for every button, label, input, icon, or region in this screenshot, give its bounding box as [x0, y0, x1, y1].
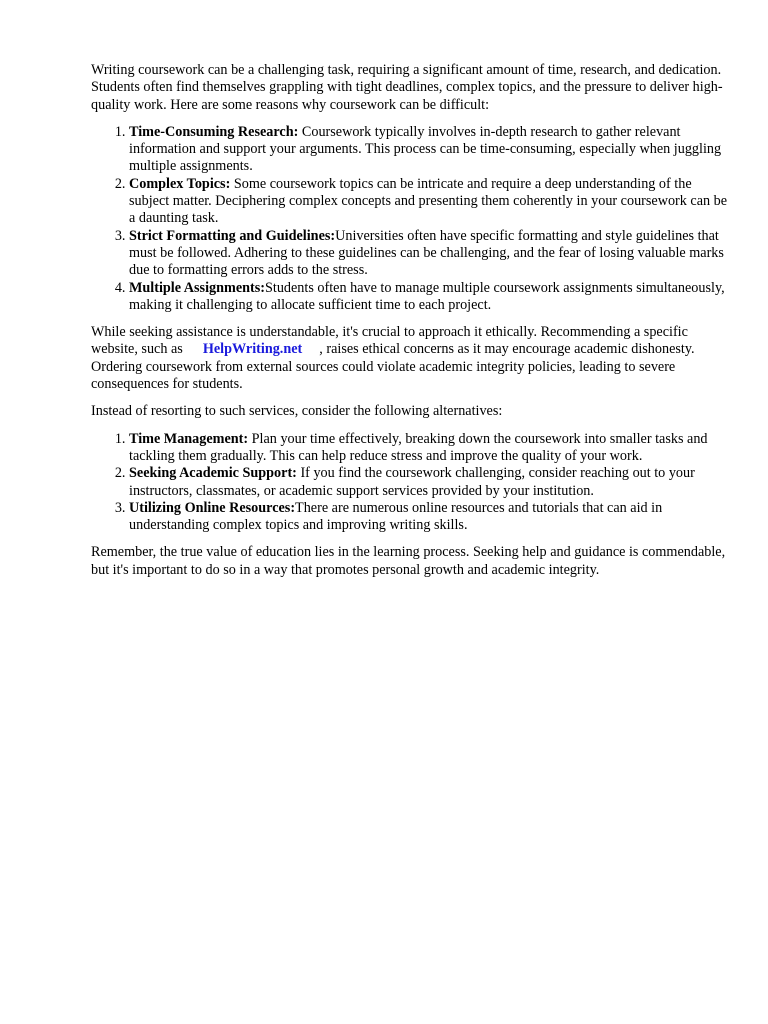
- list-item-term: Time-Consuming Research:: [129, 123, 299, 140]
- ethics-text-before: While seeking assistance is understandable, it's crucial to approach it ethically. Recommending a specific website, such as: [91, 324, 688, 358]
- list-item: [129, 431, 731, 466]
- list-item-term: Multiple Assignments:: [129, 279, 265, 296]
- list-item-term: Strict Formatting and Guidelines:: [129, 227, 336, 244]
- list-item: [129, 176, 731, 228]
- list-item-term: Utilizing Online Resources:: [129, 499, 296, 516]
- list-item-text: Some coursework topics can be intricate and require a deep understanding of the subject matter. Deciphering complex concepts and presenting them coherently in your coursework can be a daunting task.: [129, 175, 728, 227]
- list-item: [129, 280, 731, 315]
- conclusion-paragraph: Remember, the true value of education lies in the learning process. Seeking help and guidance is commendable, but it's important to do so in a way that promotes personal growth and academic integrity.: [91, 544, 726, 578]
- list-item-term: Seeking Academic Support:: [129, 465, 297, 482]
- list-item-text: Coursework typically involves in-depth research to gather relevant information and support your arguments. This process can be time-consuming, especially when juggling multiple assignments.: [129, 123, 722, 175]
- list-item-text: Universities often have specific formatting and style guidelines that must be followed. Adhering to these guidelines can be challenging, and the fear of losing valuable marks due to formatting errors adds to the stress.: [129, 227, 724, 279]
- list-item: [129, 465, 731, 500]
- list-item-text: There are numerous online resources and tutorials that can aid in understanding complex topics and improving writing skills.: [129, 499, 663, 534]
- ethics-text-after: , raises ethical concerns as it may encourage academic dishonesty. Ordering coursework from external sources could violate academic integrity policies, leading to severe consequences for students.: [91, 341, 695, 393]
- list-item: [129, 228, 731, 280]
- document-page: [91, 62, 731, 589]
- list-item-term: Complex Topics:: [129, 175, 231, 192]
- list-item: [129, 124, 731, 176]
- list-item-text: Plan your time effectively, breaking down the coursework into smaller tasks and tackling them gradually. This can help reduce stress and improve the quality of your work.: [129, 430, 708, 464]
- alternatives-list: [91, 431, 731, 535]
- alternatives-intro-paragraph: Instead of resorting to such services, consider the following alternatives:: [91, 403, 503, 420]
- helpwriting-link[interactable]: HelpWriting.net: [202, 341, 303, 358]
- reasons-list: [91, 124, 731, 314]
- list-item-term: Time Management:: [129, 430, 249, 447]
- intro-paragraph: Writing coursework can be a challenging task, requiring a significant amount of time, research, and dedication. Students often find themselves grappling with tight deadlines, complex topics, and the pressure to deliver high-quality work. Here are some reasons why coursework can be difficult:: [91, 62, 723, 113]
- list-item-text: If you find the coursework challenging, consider reaching out to your instructors, classmates, or academic support services provided by your institution.: [129, 465, 695, 499]
- ethics-paragraph: [91, 324, 731, 393]
- list-item-text: Students often have to manage multiple coursework assignments simultaneously, making it challenging to allocate sufficient time to each project.: [129, 279, 725, 313]
- list-item: [129, 500, 731, 535]
